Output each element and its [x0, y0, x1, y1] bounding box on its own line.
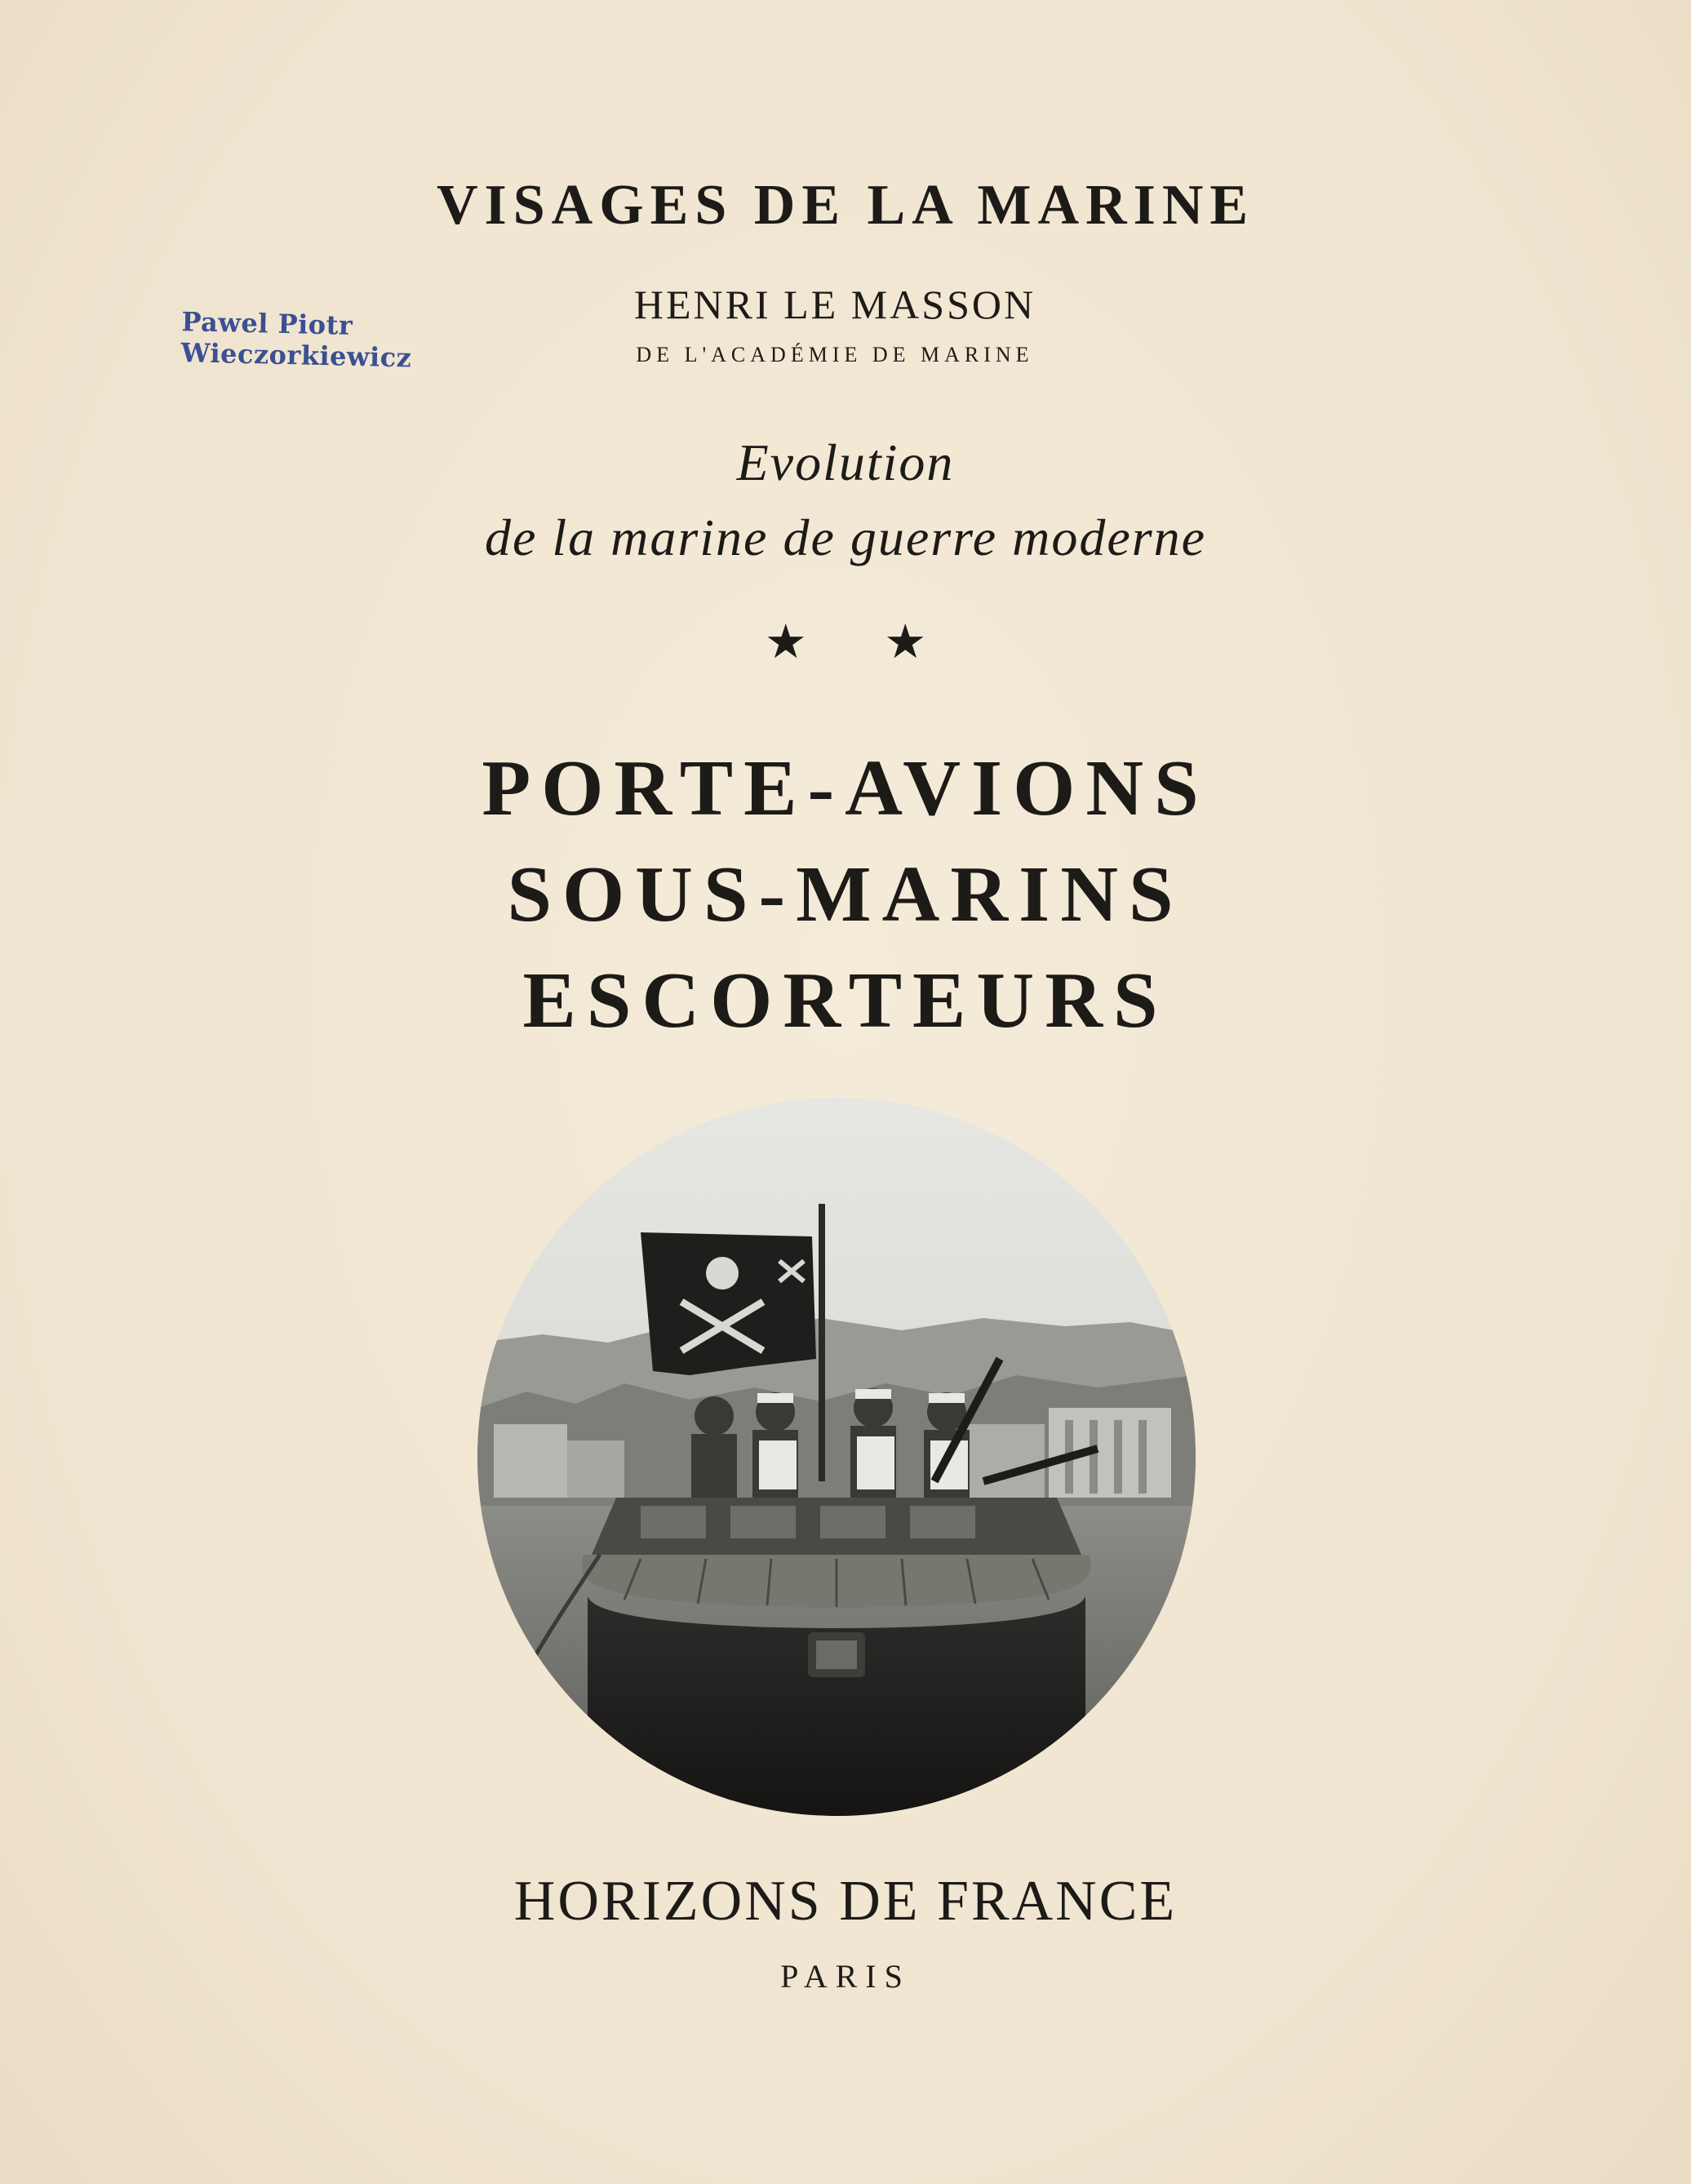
subtitle-line-1: Evolution — [736, 433, 955, 491]
subtitle-line-2: de la marine de guerre moderne — [484, 508, 1207, 566]
owner-stamp: Pawel Piotr Wieczorkiewicz — [180, 306, 412, 374]
title-line-2: SOUS-MARINS — [507, 850, 1184, 939]
author-affiliation: DE L'ACADÉMIE DE MARINE — [636, 343, 1034, 366]
publisher-name: HORIZONS DE FRANCE — [513, 1870, 1178, 1933]
publisher-city: PARIS — [780, 1958, 911, 1995]
author-name: HENRI LE MASSON — [633, 282, 1036, 327]
title-line-1: PORTE-AVIONS — [482, 744, 1209, 832]
series-title: VISAGES DE LA MARINE — [436, 174, 1255, 237]
frontispiece-photo — [477, 1098, 1196, 1816]
volume-stars: ★ ★ — [764, 615, 960, 668]
title-line-3: ESCORTEURS — [522, 957, 1169, 1045]
